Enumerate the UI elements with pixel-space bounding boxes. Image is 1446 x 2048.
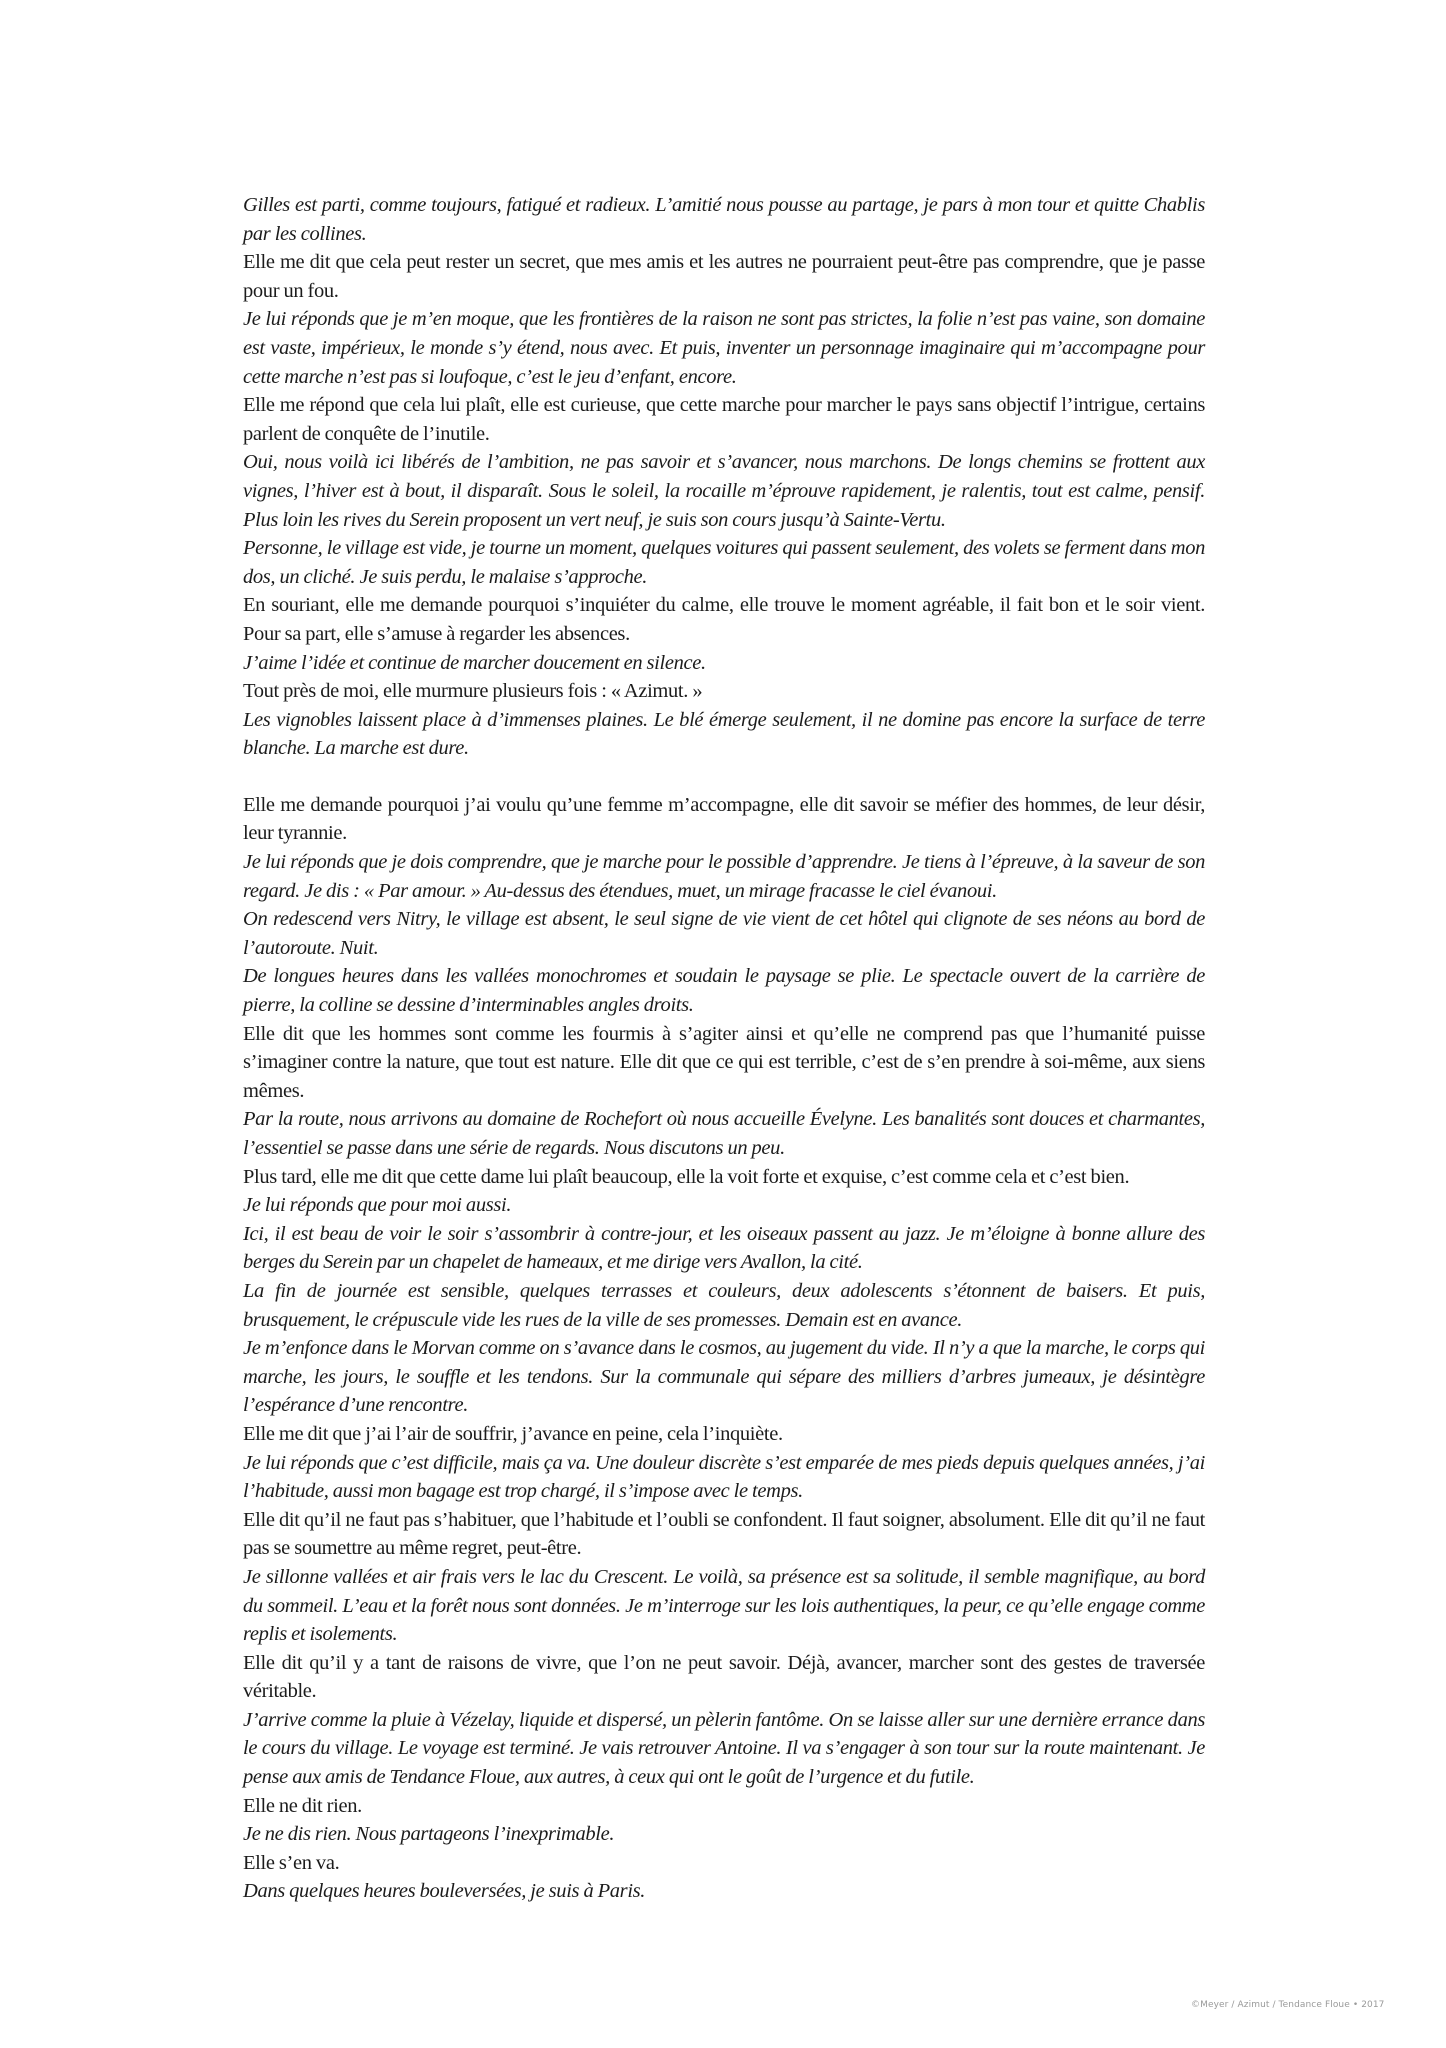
narrator-paragraph: On redescend vers Nitry, le village est absent, le seul signe de vie vient de cet hôtel qui clignote de ses néons au bord de l’autoroute. Nuit. [243,908,1205,959]
companion-paragraph: Elle ne dit rien. [243,1794,362,1817]
document-body [243,191,1205,1906]
companion-paragraph: Elle dit que les hommes sont comme les fourmis à s’agiter ainsi et qu’elle ne comprend pas que l’humanité puisse s’imaginer contre la nature, que tout est nature. Elle dit que ce qui est terrible, c’est de s’en prendre à soi-même, aux siens mêmes. [243,1022,1205,1102]
narrator-paragraph: Les vignobles laissent place à d’immenses plaines. Le blé émerge seulement, il ne domine pas encore la surface de terre blanche. La marche est dure. [243,708,1205,760]
companion-paragraph: Elle me dit que cela peut rester un secret, que mes amis et les autres ne pourraient peut-être pas comprendre, que je passe pour un fou. [243,251,1205,302]
companion-paragraph: Elle me répond que cela lui plaît, elle est curieuse, que cette marche pour marcher le pays sans objectif l’intrigue, certains parlent de conquête de l’inutile. [243,394,1205,445]
companion-paragraph: Tout près de moi, elle murmure plusieurs fois : « Azimut. » [243,680,703,703]
companion-paragraph: Elle me demande pourquoi j’ai voulu qu’une femme m’accompagne, elle dit savoir se méfier des hommes, de leur désir, leur tyrannie. [243,793,1205,845]
narrator-paragraph: Dans quelques heures bouleversées, je suis à Paris. [243,1880,646,1903]
companion-paragraph: Elle s’en va. [243,1851,340,1874]
narrator-paragraph: Personne, le village est vide, je tourne un moment, quelques voitures qui passent seulement, des volets se ferment dans mon dos, un cliché. Je suis perdu, le malaise s’approche. [243,537,1205,588]
narrator-paragraph: Par la route, nous arrivons au domaine de Rochefort où nous accueille Évelyne. Les banalités sont douces et charmantes, l’essentiel se passe dans une série de regards. Nous discutons un peu. [243,1108,1205,1159]
companion-paragraph: Plus tard, elle me dit que cette dame lui plaît beaucoup, elle la voit forte et exquise, c’est comme cela et c’est bien. [243,1165,1130,1188]
narrator-paragraph: J’arrive comme la pluie à Vézelay, liquide et dispersé, un pèlerin fantôme. On se laisse aller sur une dernière errance dans le cours du village. Le voyage est terminé. Je vais retrouver Antoine. Il va s’engager à son tour sur la route maintenant. Je pense aux amis de Tendance Floue, aux autres, à ceux qui ont le goût de l’urgence et du futile. [243,1708,1205,1789]
companion-paragraph: Elle dit qu’il ne faut pas s’habituer, que l’habitude et l’oubli se confondent. Il faut soigner, absolument. Elle dit qu’il ne faut pas se soumettre au même regret, peut-être. [243,1508,1205,1560]
narrator-paragraph: Je lui réponds que je dois comprendre, que je marche pour le possible d’apprendre. Je tiens à l’épreuve, à la saveur de son regard. Je dis : « Par amour. » Au-dessus des étendues, muet, un mirage fracasse le ciel évanoui. [243,851,1205,902]
companion-paragraph: En souriant, elle me demande pourquoi s’inquiéter du calme, elle trouve le moment agréable, il fait bon et le soir vient. Pour sa part, elle s’amuse à regarder les absences. [243,594,1205,645]
footer-credit: ©Meyer / Azimut / Tendance Floue • 2017 [1191,2000,1385,2010]
narrator-paragraph: Je lui réponds que c’est difficile, mais ça va. Une douleur discrète s’est emparée de mes pieds depuis quelques années, j’ai l’habitude, aussi mon bagage est trop chargé, il s’impose avec le temps. [243,1451,1205,1503]
narrator-paragraph: J’aime l’idée et continue de marcher doucement en silence. [243,651,706,674]
narrator-paragraph: Oui, nous voilà ici libérés de l’ambition, ne pas savoir et s’avancer, nous marchons. De longs chemins se frottent aux vignes, l’hiver est à bout, il disparaît. Sous le soleil, la rocaille m’éprouve rapidement, je ralentis, tout est calme, pensif. Plus loin les rives du Serein proposent un vert neuf, je suis son cours jusqu’à Sainte-Vertu. [243,451,1205,531]
text-section [243,191,1205,763]
narrator-paragraph: Je lui réponds que je m’en moque, que les frontières de la raison ne sont pas strictes, la folie n’est pas vaine, son domaine est vaste, impérieux, le monde s’y étend, nous avec. Et puis, inventer un personnage imaginaire qui m’accompagne pour cette marche n’est pas si loufoque, c’est le jeu d’enfant, encore. [243,308,1205,388]
narrator-paragraph: Gilles est parti, comme toujours, fatigué et radieux. L’amitié nous pousse au partage, je pars à mon tour et quitte Chablis par les collines. [243,194,1205,245]
narrator-paragraph: Je sillonne vallées et air frais vers le lac du Crescent. Le voilà, sa présence est sa solitude, il semble magnifique, au bord du sommeil. L’eau et la forêt nous sont données. Je m’interroge sur les lois authentiques, la peur, ce qu’elle engage comme replis et isolements. [243,1565,1205,1646]
companion-paragraph: Elle me dit que j’ai l’air de souffrir, j’avance en peine, cela l’inquiète. [243,1422,783,1445]
text-section [243,791,1205,1906]
narrator-paragraph: Je lui réponds que pour moi aussi. [243,1194,512,1217]
narrator-paragraph: De longues heures dans les vallées monochromes et soudain le paysage se plie. Le spectacle ouvert de la carrière de pierre, la colline se dessine d’interminables angles droits. [243,965,1205,1017]
companion-paragraph: Elle dit qu’il y a tant de raisons de vivre, que l’on ne peut savoir. Déjà, avancer, marcher sont des gestes de traversée véritable. [243,1651,1205,1703]
narrator-paragraph: Je m’enfonce dans le Morvan comme on s’avance dans le cosmos, au jugement du vide. Il n’y a que la marche, le corps qui marche, les jours, le souffle et les tendons. Sur la communale qui sépare des milliers d’arbres jumeaux, je désintègre l’espérance d’une rencontre. [243,1337,1205,1417]
narrator-paragraph: Ici, il est beau de voir le soir s’assombrir à contre-jour, et les oiseaux passent au jazz. Je m’éloigne à bonne allure des berges du Serein par un chapelet de hameaux, et me dirige vers Avallon, la cité. [243,1222,1205,1274]
narrator-paragraph: Je ne dis rien. Nous partageons l’inexprimable. [243,1823,615,1846]
narrator-paragraph: La fin de journée est sensible, quelques terrasses et couleurs, deux adolescents s’étonnent de baisers. Et puis, brusquement, le crépuscule vide les rues de la ville de ses promesses. Demain est en avance. [243,1279,1205,1331]
